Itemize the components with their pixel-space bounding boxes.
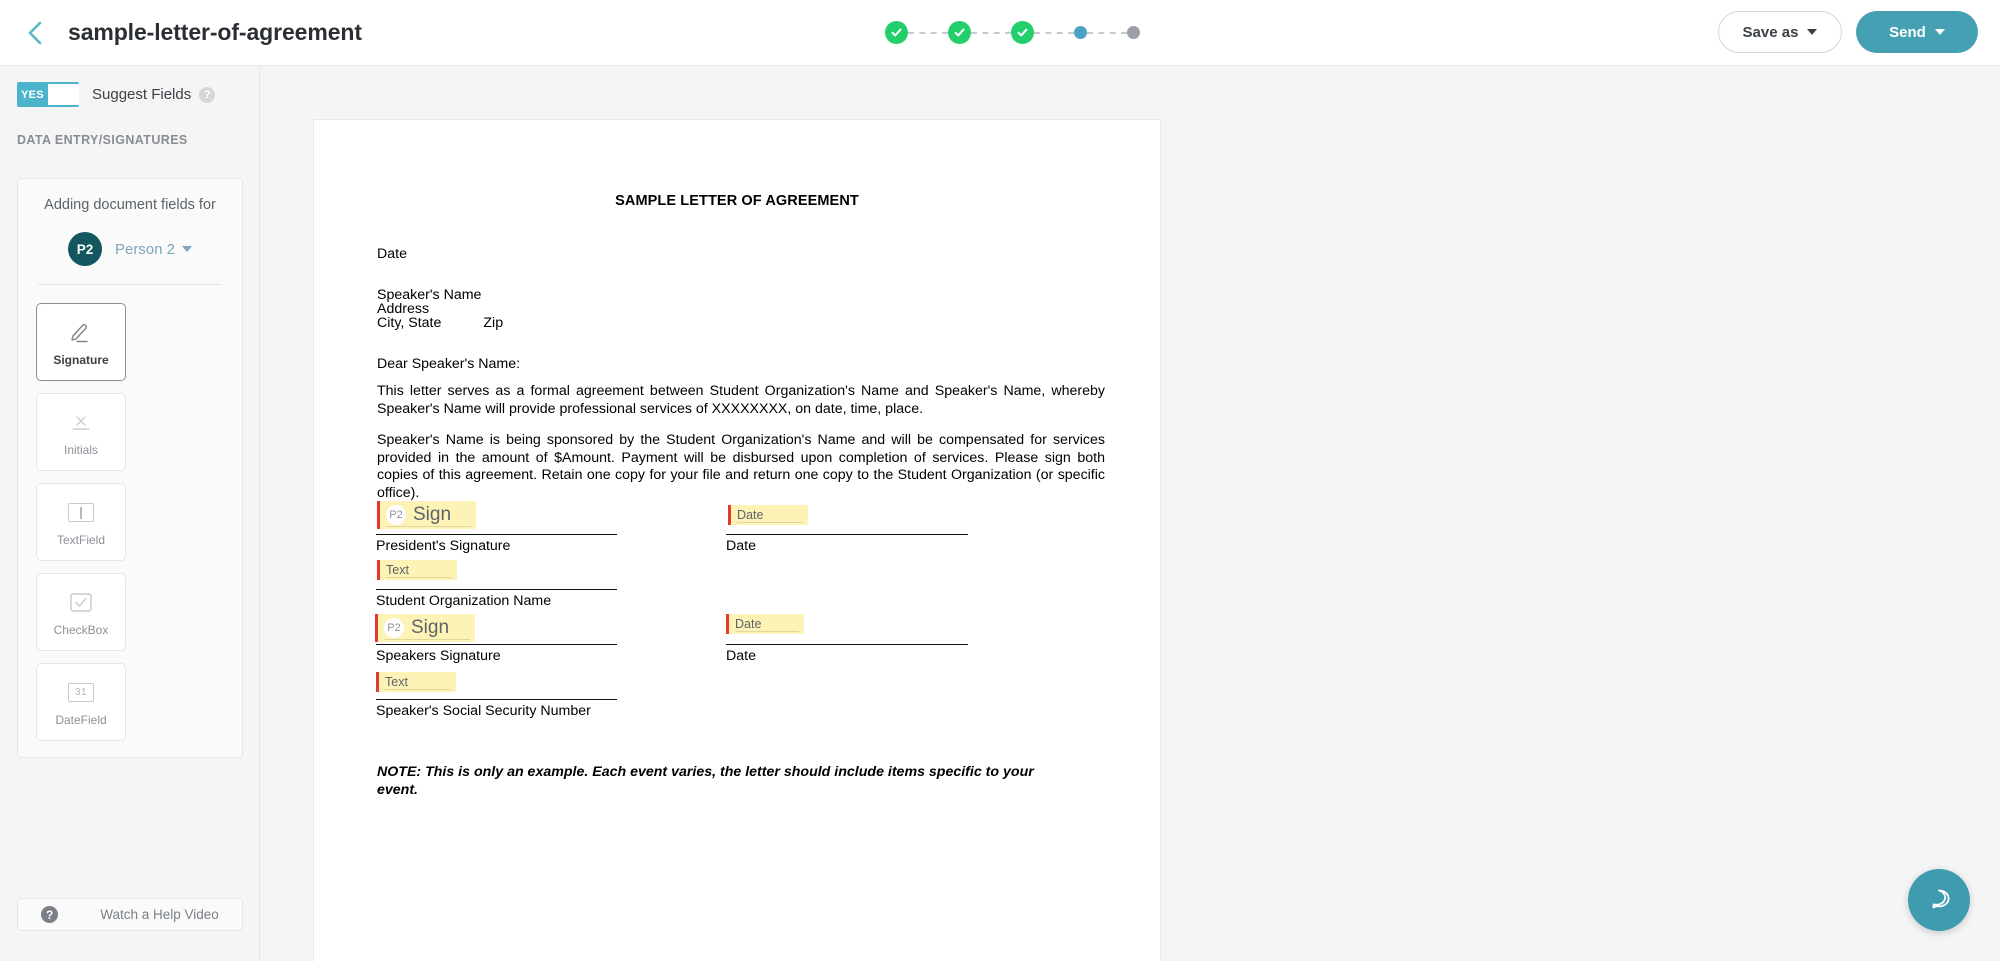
section-heading: DATA ENTRY/SIGNATURES xyxy=(17,133,188,147)
field-underline xyxy=(386,577,452,578)
tool-signature[interactable] xyxy=(36,303,126,381)
tool-label: DateField xyxy=(55,712,107,727)
person-name-label: Person 2 xyxy=(114,240,176,258)
field-org-name[interactable] xyxy=(377,560,457,580)
signature-rule-date-2 xyxy=(726,644,968,645)
document-date-line: Date xyxy=(377,246,407,262)
field-label: Sign xyxy=(413,504,452,525)
tool-label: CheckBox xyxy=(53,622,109,637)
chevron-down-icon xyxy=(1807,29,1817,35)
field-underline xyxy=(384,639,470,640)
back-button[interactable] xyxy=(18,16,52,50)
toggle-knob xyxy=(48,84,79,105)
recipient-name: Speaker's Name xyxy=(377,287,482,303)
app-header xyxy=(0,0,2000,66)
caption-date-2: Date xyxy=(726,648,756,664)
tool-label: TextField xyxy=(56,532,106,547)
field-label: Sign xyxy=(411,617,450,638)
signature-rule-ssn xyxy=(376,699,617,700)
step-connector xyxy=(908,32,948,34)
send-button[interactable] xyxy=(1856,11,1978,53)
suggest-fields-help-icon[interactable]: ? xyxy=(199,87,215,103)
field-tools-panel xyxy=(17,178,243,758)
signature-rule-org xyxy=(376,589,617,590)
step-1-complete-icon[interactable] xyxy=(885,21,908,44)
signature-rule-date-1 xyxy=(726,534,968,535)
save-as-label: Save as xyxy=(1742,23,1799,41)
initials-icon xyxy=(68,408,94,438)
adding-fields-for-label: Adding document fields for xyxy=(44,197,216,213)
recipient-city-state: City, State xyxy=(377,315,442,331)
caption-speakers-signature: Speakers Signature xyxy=(376,648,501,664)
suggest-fields-toggle[interactable] xyxy=(17,82,79,107)
help-chat-button[interactable] xyxy=(1908,869,1970,931)
field-president-signature[interactable] xyxy=(377,501,476,529)
field-underline xyxy=(735,631,799,632)
field-underline xyxy=(386,526,471,527)
field-person-badge: P2 xyxy=(384,618,404,638)
tool-checkbox[interactable] xyxy=(36,573,126,651)
tool-initials[interactable] xyxy=(36,393,126,471)
send-label: Send xyxy=(1889,23,1926,41)
tool-datefield[interactable] xyxy=(36,663,126,741)
header-actions xyxy=(1718,11,1978,53)
suggest-fields-row xyxy=(17,82,259,107)
paragraph-1: This letter serves as a formal agreement between Student Organization's Name and Speaker's Name, whereby Speaker's Name will provide professional services of XXXXXXXX, on date, time, place. xyxy=(377,383,1105,417)
calendar-icon: 31 xyxy=(68,678,94,708)
document-note: NOTE: This is only an example. Each event varies, the letter should include items specific to your event. xyxy=(377,764,1034,798)
watch-help-video-button[interactable] xyxy=(17,898,243,931)
field-tool-grid xyxy=(18,303,242,741)
suggest-fields-label: Suggest Fields xyxy=(92,86,192,103)
field-underline xyxy=(385,689,451,690)
pen-signature-icon xyxy=(68,318,94,348)
field-label: Date xyxy=(737,508,764,522)
field-date-2[interactable] xyxy=(726,614,804,634)
left-sidebar xyxy=(0,66,260,961)
document-canvas[interactable] xyxy=(260,66,2000,961)
tool-label: Initials xyxy=(63,442,98,457)
page-title: sample-letter-of-agreement xyxy=(68,19,362,45)
chevron-down-icon xyxy=(182,246,192,252)
field-person-badge: P2 xyxy=(386,505,406,525)
field-label: Date xyxy=(735,617,762,631)
caption-date-1: Date xyxy=(726,538,756,554)
paragraph-2: Speaker's Name is being sponsored by the Student Organization's Name and will be compensated for services provided in the amount of $Amount. Payment will be disbursed upon completion of services. Please sign both copies of this agreement. Retain one copy for your file and return one copy to the Student Organization (or specific office). xyxy=(377,432,1105,501)
signature-rule-president xyxy=(376,534,617,535)
save-as-button[interactable] xyxy=(1718,11,1842,53)
document-page xyxy=(313,119,1161,961)
question-mark-icon: ? xyxy=(41,906,58,923)
step-4-current-dot[interactable] xyxy=(1074,26,1087,39)
watch-help-video-label: Watch a Help Video xyxy=(100,907,219,922)
caption-org-name: Student Organization Name xyxy=(376,593,552,609)
field-label: Text xyxy=(385,675,408,689)
field-underline xyxy=(737,522,803,523)
step-5-pending-dot[interactable] xyxy=(1127,26,1140,39)
person-selector[interactable] xyxy=(18,232,242,266)
text-field-icon xyxy=(68,498,94,528)
tool-label: Signature xyxy=(53,352,109,367)
step-connector xyxy=(971,32,1011,34)
signature-rule-speaker xyxy=(376,644,617,645)
toggle-value-label: YES xyxy=(21,88,44,101)
step-connector xyxy=(1087,32,1127,34)
avatar: P2 xyxy=(68,232,102,266)
caption-ssn: Speaker's Social Security Number xyxy=(376,703,591,719)
caption-president-signature: President's Signature xyxy=(376,538,511,554)
field-label: Text xyxy=(386,563,409,577)
chevron-down-icon xyxy=(1935,29,1945,35)
tool-textfield[interactable] xyxy=(36,483,126,561)
recipient-zip: Zip xyxy=(483,315,504,331)
step-connector xyxy=(1034,32,1074,34)
field-date-1[interactable] xyxy=(728,505,808,525)
panel-divider xyxy=(38,284,222,285)
field-speakers-signature[interactable] xyxy=(375,614,475,642)
field-ssn[interactable] xyxy=(376,672,456,692)
recipient-address: Address xyxy=(377,301,430,317)
step-3-complete-icon[interactable] xyxy=(1011,21,1034,44)
document-heading: SAMPLE LETTER OF AGREEMENT xyxy=(615,193,859,209)
checkbox-icon xyxy=(70,588,92,618)
step-2-complete-icon[interactable] xyxy=(948,21,971,44)
salutation: Dear Speaker's Name: xyxy=(377,356,521,372)
recipient-city-state-zip xyxy=(377,315,503,333)
chat-bubble-icon xyxy=(1924,883,1954,918)
progress-stepper xyxy=(885,21,1140,44)
